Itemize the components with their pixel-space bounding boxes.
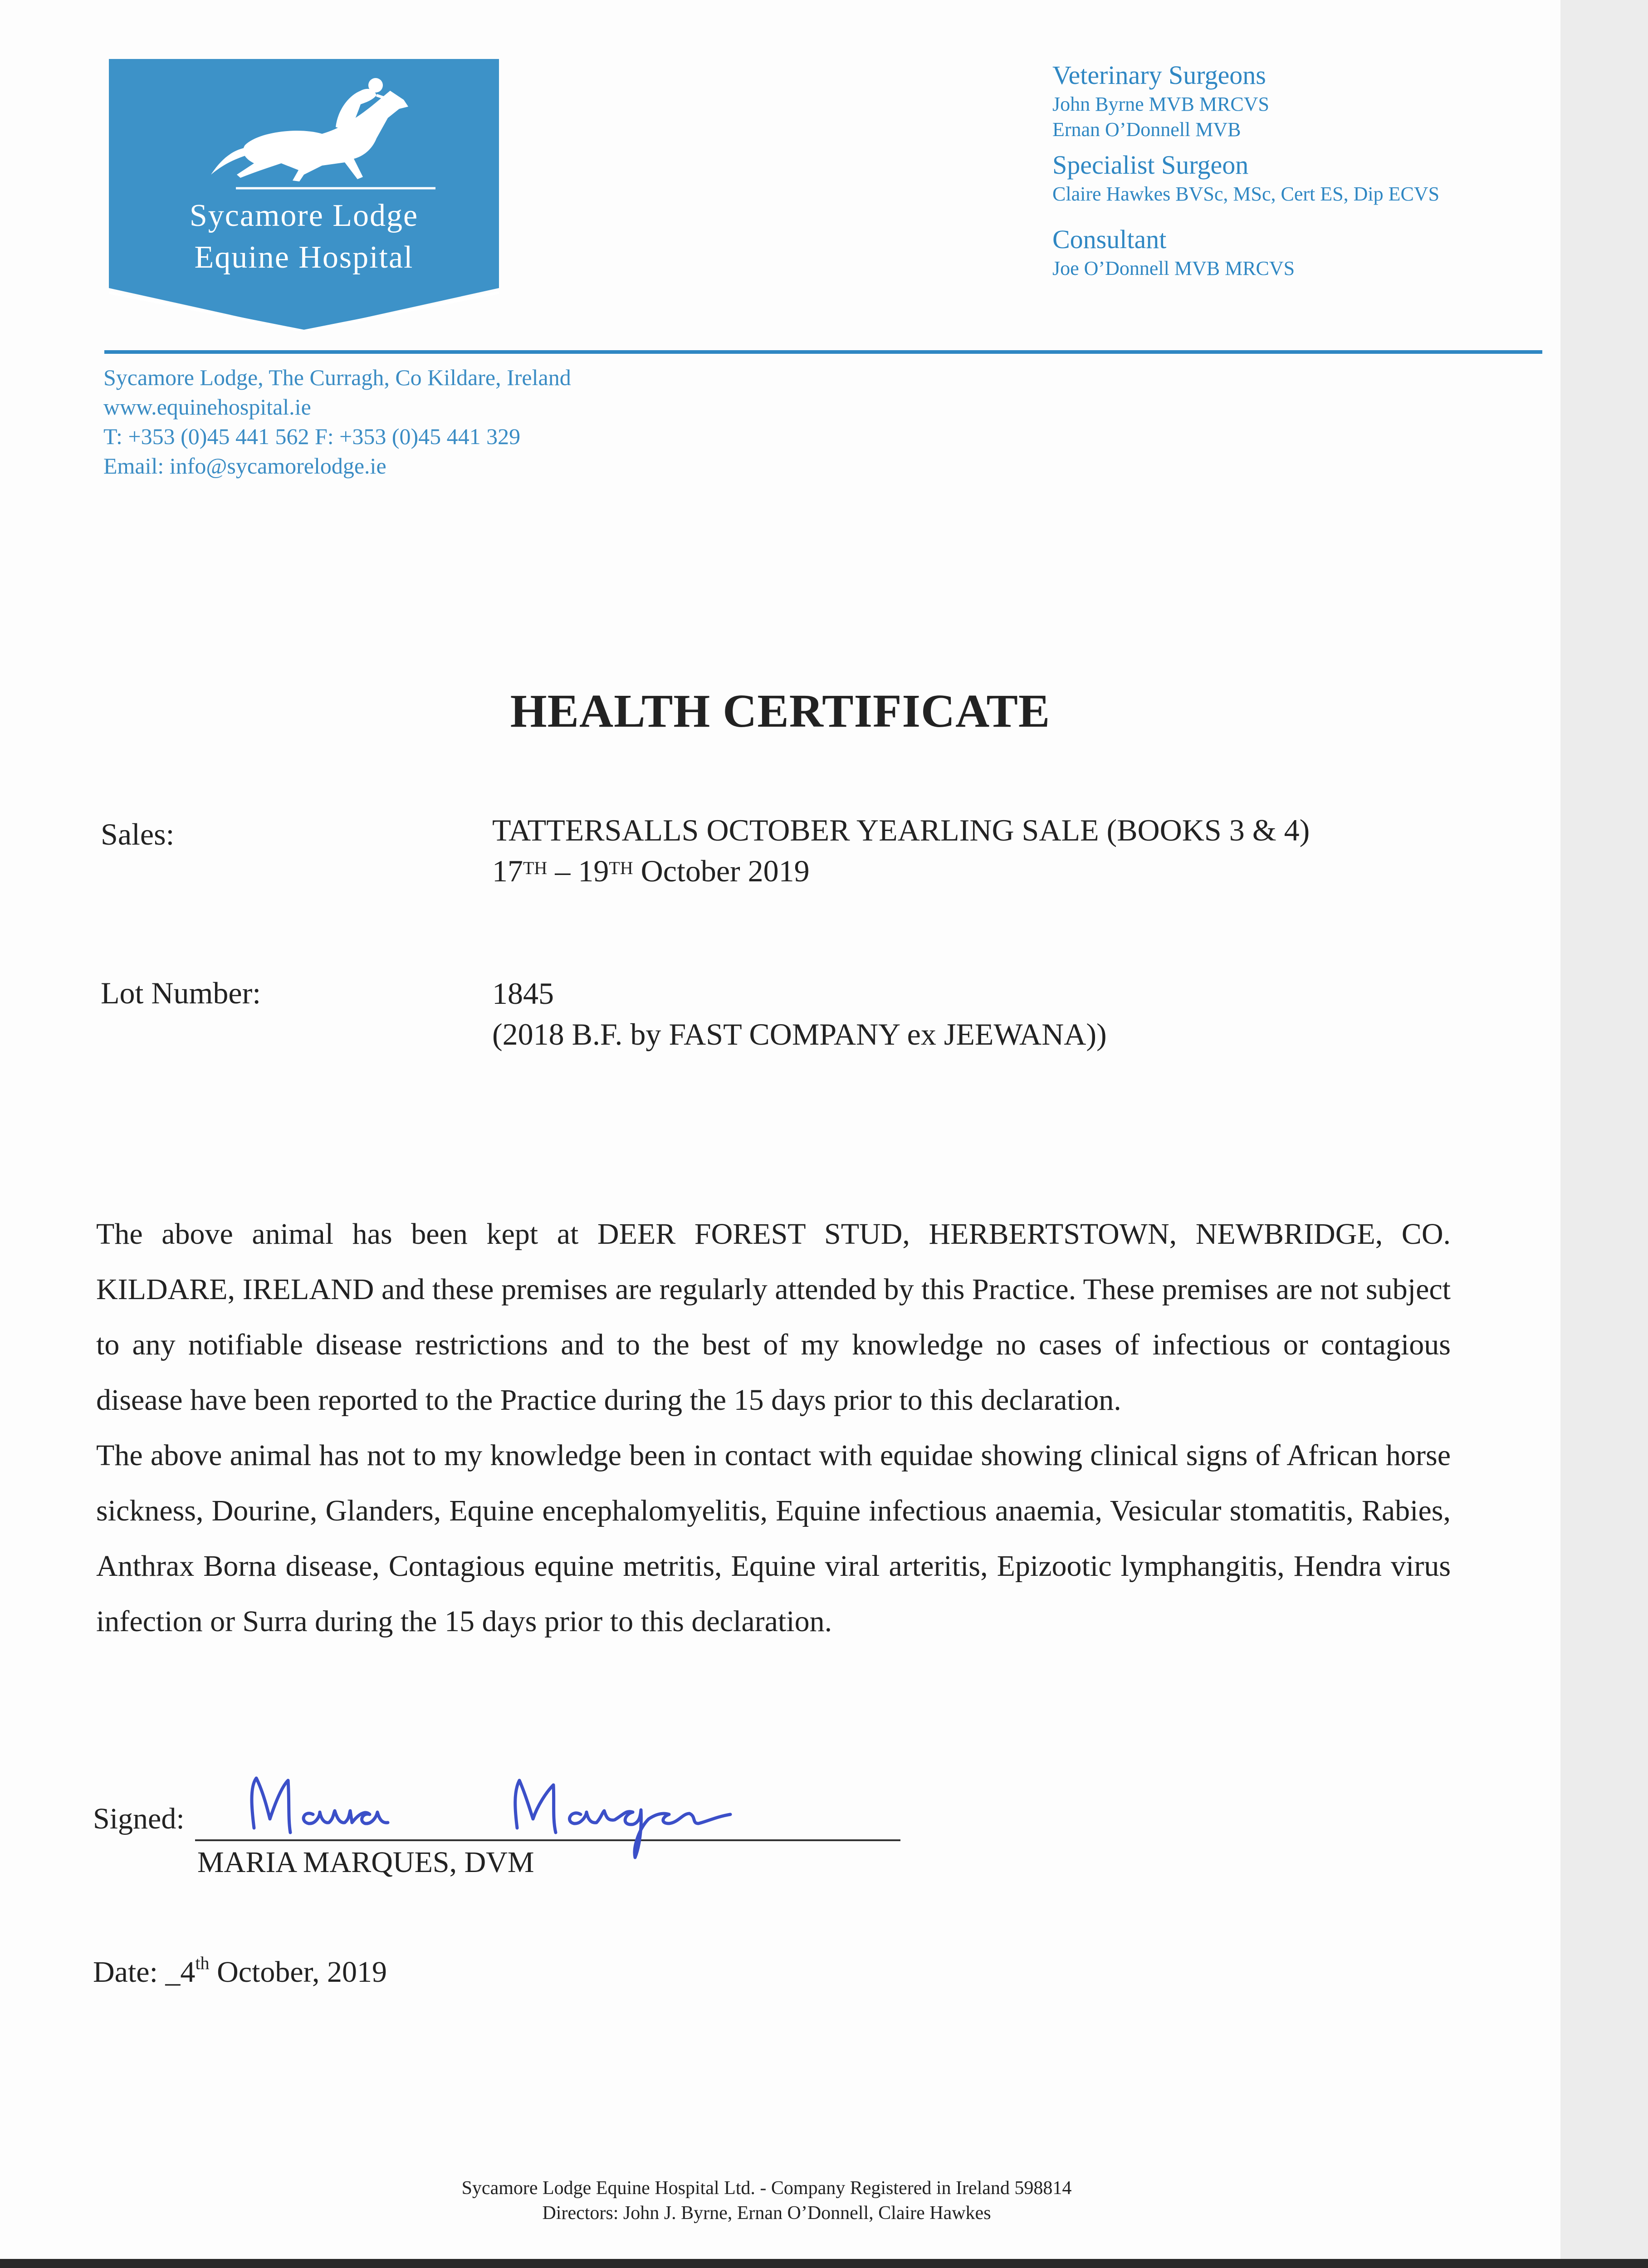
address-block [103,363,571,481]
document-title: HEALTH CERTIFICATE [510,685,1051,737]
address-line: Sycamore Lodge, The Curragh, Co Kildare, Ireland [103,365,571,390]
website: www.equinehospital.ie [103,394,311,420]
signer-name: MARIA MARQUES, DVM [197,1846,534,1879]
vet-name: John Byrne MVB MRCVS [1052,93,1269,115]
company-registration: Sycamore Lodge Equine Hospital Ltd. - Company Registered in Ireland 598814 [461,2178,1072,2199]
vet-name: Ernan O’Donnell MVB [1052,118,1241,141]
header-divider [104,350,1542,354]
phone-fax: T: +353 (0)45 441 562 F: +353 (0)45 441 329 [103,424,521,449]
date-rest: October, 2019 [209,1955,387,1989]
vet-heading: Veterinary Surgeons [1052,60,1266,90]
sales-day-start: 17 [492,854,523,888]
sales-month-year: October 2019 [633,854,810,888]
date-ordinal: th [195,1953,210,1973]
consultant-name: Joe O’Donnell MVB MRCVS [1052,257,1295,279]
sales-dates [492,850,1310,891]
sales-value [492,810,1310,891]
logo-line-1: Sycamore Lodge [189,198,419,233]
date-dash: – [547,854,578,888]
lot-detail: (2018 B.F. by FAST COMPANY ex JEEWANA)) [492,1017,1107,1051]
sales-day-end: 19 [578,854,609,888]
racehorse-jockey-icon [109,59,499,331]
scan-bottom-edge [0,2259,1648,2268]
declaration-paragraph: The above animal has not to my knowledge been in contact with equidae showing clinical signs of African horse sickness, Dourine, Glanders, Equine encephalomyelitis, Equine infectious anaemia, Vesicular stomatitis, Rabies, Anthrax Borna disease, Contagious equine metritis, Equine viral arteritis, Epizootic lymphangitis, Hendra virus infection or Surra during the 15 days prior to this declaration. [96,1439,1451,1638]
signed-label: Signed: [93,1802,185,1835]
hospital-logo [109,59,499,331]
declaration-text [96,1207,1451,1649]
sales-label: Sales: [101,817,175,851]
certificate-date [93,1955,387,1989]
directors: Directors: John J. Byrne, Ernan O’Donnell, Claire Hawkes [542,2203,991,2224]
lot-number: 1845 [492,976,554,1011]
consultant-heading: Consultant [1052,225,1167,254]
logo-line-2: Equine Hospital [194,240,414,275]
ordinal-suffix: TH [609,858,633,878]
date-prefix: Date: _4 [93,1955,196,1989]
specialist-name: Claire Hawkes BVSc, MSc, Cert ES, Dip ECVS [1052,183,1440,205]
declaration-paragraph: The above animal has been kept at DEER FOREST STUD, HERBERTSTOWN, NEWBRIDGE, CO. KILDARE, IRELAND and these premises are regularly attended by this Practice. These premises are not subject to any notifiable disease restrictions and to the best of my knowledge no cases of infectious or contagious disease have been reported to the Practice during the 15 days prior to this declaration. [96,1217,1451,1417]
lot-label: Lot Number: [101,976,261,1010]
sales-name: TATTERSALLS OCTOBER YEARLING SALE (BOOKS 3 & 4) [492,813,1310,847]
specialist-heading: Specialist Surgeon [1052,150,1249,180]
ordinal-suffix: TH [523,858,548,878]
handwritten-signature [236,1760,871,1860]
staff-list [1052,59,1439,281]
email: Email: info@sycamorelodge.ie [103,453,386,479]
scan-edge [1560,0,1648,2268]
lot-value [492,973,1107,1055]
